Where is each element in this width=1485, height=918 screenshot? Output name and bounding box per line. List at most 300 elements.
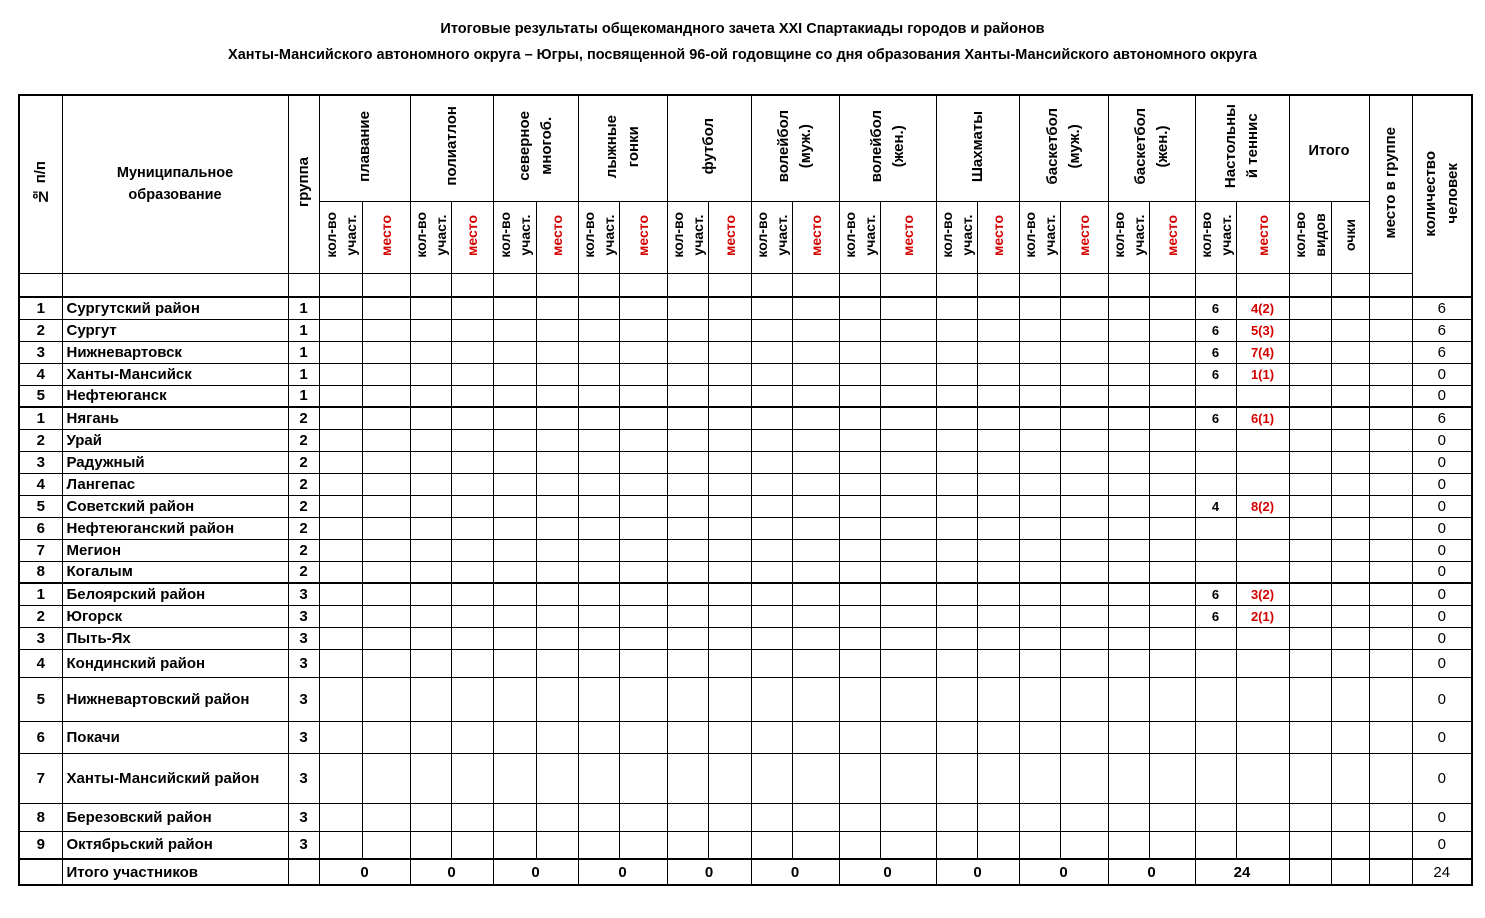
sport-place-cell xyxy=(792,561,839,583)
people-cell: 0 xyxy=(1412,429,1472,451)
sport-place-cell xyxy=(619,649,667,677)
sport-count-cell xyxy=(1108,517,1149,539)
sport-count-cell xyxy=(319,803,362,831)
sport-count-cell xyxy=(667,677,708,721)
total-kinds-cell xyxy=(1289,677,1331,721)
sport-place-cell xyxy=(792,451,839,473)
sport-place-cell xyxy=(619,831,667,859)
tennis-place-cell xyxy=(1236,473,1289,495)
subheader-place xyxy=(1060,201,1108,273)
sport-place-cell xyxy=(708,429,751,451)
subheader-place-label: место xyxy=(990,214,1006,256)
sport-place-cell xyxy=(1060,721,1108,753)
sport-place-cell xyxy=(1149,677,1195,721)
sport-count-cell xyxy=(319,473,362,495)
row-municipality: Югорск xyxy=(62,605,288,627)
sport-place-cell xyxy=(977,753,1019,803)
row-group: 3 xyxy=(288,605,319,627)
row-num: 1 xyxy=(19,583,62,605)
total-kinds-cell xyxy=(1289,495,1331,517)
subheader-count-label: кол-во участ. xyxy=(1197,212,1234,258)
sport-count-cell xyxy=(839,341,880,363)
total-points-cell xyxy=(1331,605,1369,627)
sport-place-cell xyxy=(880,539,936,561)
sport-count-cell xyxy=(410,539,451,561)
people-cell: 0 xyxy=(1412,539,1472,561)
sport-count-cell xyxy=(839,451,880,473)
sport-count-cell xyxy=(839,495,880,517)
table-row xyxy=(19,429,1472,451)
header-sport-10 xyxy=(1195,95,1289,201)
sport-place-cell xyxy=(362,605,410,627)
sport-count-cell xyxy=(319,363,362,385)
header-total-label: Итого xyxy=(1308,143,1350,159)
sport-name xyxy=(698,118,720,174)
spacer-cell xyxy=(19,273,62,297)
people-cell: 6 xyxy=(1412,407,1472,429)
sport-count-cell xyxy=(936,451,977,473)
spacer-cell xyxy=(977,273,1019,297)
people-cell: 0 xyxy=(1412,753,1472,803)
row-municipality: Пыть-Ях xyxy=(62,627,288,649)
totals-label: Итого участников xyxy=(62,859,288,885)
place-in-group-cell xyxy=(1369,319,1412,341)
tennis-count-cell xyxy=(1195,649,1236,677)
row-municipality: Сургут xyxy=(62,319,288,341)
sport-place-cell xyxy=(708,319,751,341)
sport-place-cell xyxy=(880,495,936,517)
subheader-place xyxy=(451,201,493,273)
sport-count-cell xyxy=(1108,803,1149,831)
subheader-count-label: кол-во участ. xyxy=(580,212,617,258)
sport-count-cell xyxy=(936,495,977,517)
tennis-count-cell: 6 xyxy=(1195,297,1236,319)
sport-place-cell xyxy=(362,677,410,721)
row-group: 3 xyxy=(288,583,319,605)
sport-place-cell xyxy=(362,451,410,473)
sport-place-cell xyxy=(362,721,410,753)
sport-place-cell xyxy=(451,605,493,627)
sport-place-cell xyxy=(536,605,578,627)
sport-count-cell xyxy=(1019,451,1060,473)
row-group: 2 xyxy=(288,451,319,473)
total-kinds-cell xyxy=(1289,831,1331,859)
subheader-place-label: место xyxy=(1076,214,1092,256)
sport-place-cell xyxy=(708,677,751,721)
sport-place-cell xyxy=(708,407,751,429)
sport-place-cell xyxy=(1060,803,1108,831)
total-points-cell xyxy=(1331,297,1369,319)
row-municipality: Березовский район xyxy=(62,803,288,831)
sport-place-cell xyxy=(880,561,936,583)
sport-place-cell xyxy=(536,803,578,831)
subheader-kinds-label: кол-во видов xyxy=(1292,212,1328,258)
row-group: 1 xyxy=(288,341,319,363)
sport-count-cell xyxy=(667,649,708,677)
sport-place-cell xyxy=(1060,451,1108,473)
sport-name-line1: лыжные xyxy=(602,114,620,178)
sport-count-cell xyxy=(839,517,880,539)
sport-place-cell xyxy=(708,753,751,803)
total-kinds-cell xyxy=(1289,605,1331,627)
tennis-place-cell xyxy=(1236,649,1289,677)
sport-count-cell xyxy=(751,407,792,429)
sport-count-cell xyxy=(410,831,451,859)
sport-count-cell xyxy=(319,451,362,473)
sport-count-cell xyxy=(578,831,619,859)
sport-count-cell xyxy=(839,539,880,561)
row-num: 7 xyxy=(19,753,62,803)
sport-count-cell xyxy=(578,495,619,517)
tennis-place-cell xyxy=(1236,627,1289,649)
sport-count-cell xyxy=(1108,605,1149,627)
sport-count-cell xyxy=(319,721,362,753)
sport-count-cell xyxy=(751,539,792,561)
subheader-count-label: кол-во участ. xyxy=(669,212,706,258)
tennis-place-cell: 3(2) xyxy=(1236,583,1289,605)
sport-name-line2: (муж.) xyxy=(797,124,814,169)
sport-count-cell xyxy=(1019,803,1060,831)
sport-count-cell xyxy=(578,297,619,319)
row-num: 2 xyxy=(19,319,62,341)
totals-sport-value: 0 xyxy=(751,859,839,885)
subheader-count xyxy=(578,201,619,273)
sport-place-cell xyxy=(619,495,667,517)
total-points-cell xyxy=(1331,561,1369,583)
sport-count-cell xyxy=(936,429,977,451)
tennis-count-cell xyxy=(1195,803,1236,831)
spacer-cell xyxy=(839,273,880,297)
sport-place-cell xyxy=(1149,429,1195,451)
row-municipality: Покачи xyxy=(62,721,288,753)
subheader-place-label: место xyxy=(900,214,916,256)
sport-count-cell xyxy=(1108,451,1149,473)
total-points-cell xyxy=(1331,677,1369,721)
sport-place-cell xyxy=(792,803,839,831)
row-group: 3 xyxy=(288,627,319,649)
row-municipality: Когалым xyxy=(62,561,288,583)
sport-place-cell xyxy=(536,341,578,363)
sport-name-line2: (жен.) xyxy=(1153,125,1171,168)
row-group: 2 xyxy=(288,473,319,495)
sport-count-cell xyxy=(1019,297,1060,319)
header-place-in-group-label: место в группе xyxy=(1381,126,1399,238)
sport-count-cell xyxy=(410,407,451,429)
row-municipality: Сургутский район xyxy=(62,297,288,319)
sport-count-cell xyxy=(667,583,708,605)
sport-count-cell xyxy=(1108,363,1149,385)
subheader-count-label: кол-во участ. xyxy=(1110,212,1147,258)
row-group: 3 xyxy=(288,677,319,721)
sport-place-cell xyxy=(792,319,839,341)
sport-name xyxy=(441,106,463,186)
sport-place-cell xyxy=(451,297,493,319)
spacer-cell xyxy=(751,273,792,297)
sport-count-cell xyxy=(936,803,977,831)
subheader-count xyxy=(751,201,792,273)
sport-count-cell xyxy=(667,605,708,627)
totals-sport-value: 0 xyxy=(1108,859,1195,885)
sport-place-cell xyxy=(451,385,493,407)
sport-count-cell xyxy=(1108,473,1149,495)
sport-place-cell xyxy=(362,319,410,341)
row-group: 1 xyxy=(288,385,319,407)
sport-count-cell xyxy=(410,677,451,721)
sport-name-line1: волейбол xyxy=(775,110,792,183)
sport-count-cell xyxy=(839,429,880,451)
spacer-cell xyxy=(619,273,667,297)
sport-count-cell xyxy=(1019,649,1060,677)
sport-count-cell xyxy=(578,407,619,429)
tennis-count-cell: 4 xyxy=(1195,495,1236,517)
spacer-cell xyxy=(1369,273,1412,297)
table-row xyxy=(19,407,1472,429)
sport-place-cell xyxy=(1149,605,1195,627)
sport-name-line1: Настольны xyxy=(1222,104,1239,189)
place-in-group-cell xyxy=(1369,473,1412,495)
place-in-group-cell xyxy=(1369,831,1412,859)
row-num: 2 xyxy=(19,605,62,627)
total-kinds-cell xyxy=(1289,721,1331,753)
sport-count-cell xyxy=(839,677,880,721)
sport-count-cell xyxy=(578,385,619,407)
total-kinds-cell xyxy=(1289,363,1331,385)
sport-count-cell xyxy=(751,341,792,363)
sport-place-cell xyxy=(619,407,667,429)
sport-place-cell xyxy=(1060,583,1108,605)
sport-name xyxy=(773,110,817,182)
header-sport-0 xyxy=(319,95,410,201)
sport-name xyxy=(1220,104,1264,188)
sport-place-cell xyxy=(977,473,1019,495)
row-municipality: Нефтеюганский район xyxy=(62,517,288,539)
sport-place-cell xyxy=(362,341,410,363)
sport-place-cell xyxy=(1060,605,1108,627)
sport-place-cell xyxy=(1149,539,1195,561)
sport-place-cell xyxy=(619,297,667,319)
tennis-place-cell: 6(1) xyxy=(1236,407,1289,429)
total-kinds-cell xyxy=(1289,385,1331,407)
sport-place-cell xyxy=(880,649,936,677)
sport-count-cell xyxy=(751,297,792,319)
subheader-count xyxy=(410,201,451,273)
sport-count-cell xyxy=(839,649,880,677)
sport-place-cell xyxy=(362,627,410,649)
sport-count-cell xyxy=(1019,561,1060,583)
sport-count-cell xyxy=(839,583,880,605)
tennis-count-cell xyxy=(1195,721,1236,753)
sport-place-cell xyxy=(362,495,410,517)
sport-count-cell xyxy=(493,753,536,803)
header-sport-7 xyxy=(936,95,1019,201)
sport-place-cell xyxy=(708,583,751,605)
sport-place-cell xyxy=(792,297,839,319)
sport-place-cell xyxy=(792,385,839,407)
sport-count-cell xyxy=(410,627,451,649)
subheader-place xyxy=(1149,201,1195,273)
header-group xyxy=(288,95,319,273)
people-cell: 0 xyxy=(1412,495,1472,517)
sport-count-cell xyxy=(1108,319,1149,341)
place-in-group-cell xyxy=(1369,517,1412,539)
sport-count-cell xyxy=(410,495,451,517)
sport-count-cell xyxy=(493,583,536,605)
table-row xyxy=(19,649,1472,677)
sport-count-cell xyxy=(751,473,792,495)
header-sport-4 xyxy=(667,95,751,201)
row-group: 3 xyxy=(288,721,319,753)
sport-place-cell xyxy=(880,627,936,649)
spacer-cell xyxy=(880,273,936,297)
sport-place-cell xyxy=(619,385,667,407)
total-kinds-cell xyxy=(1289,407,1331,429)
row-municipality: Октябрьский район xyxy=(62,831,288,859)
header-place-in-group xyxy=(1369,95,1412,273)
sport-count-cell xyxy=(578,539,619,561)
sport-count-cell xyxy=(410,451,451,473)
sport-count-cell xyxy=(936,517,977,539)
sport-count-cell xyxy=(1019,677,1060,721)
tennis-place-cell xyxy=(1236,803,1289,831)
sport-place-cell xyxy=(362,583,410,605)
sport-count-cell xyxy=(410,605,451,627)
sport-count-cell xyxy=(1019,831,1060,859)
sport-place-cell xyxy=(619,561,667,583)
total-points-cell xyxy=(1331,429,1369,451)
sport-place-cell xyxy=(619,753,667,803)
sport-place-cell xyxy=(451,677,493,721)
total-points-cell xyxy=(1331,363,1369,385)
sport-place-cell xyxy=(451,721,493,753)
people-cell: 0 xyxy=(1412,627,1472,649)
table-row xyxy=(19,363,1472,385)
spacer-cell xyxy=(792,273,839,297)
sport-count-cell xyxy=(667,495,708,517)
subheader-count-label: кол-во участ. xyxy=(496,212,533,258)
sport-place-cell xyxy=(708,831,751,859)
sport-count-cell xyxy=(667,385,708,407)
subheader-place-label: место xyxy=(1164,214,1180,256)
sport-place-cell xyxy=(451,627,493,649)
sport-name-line2: (муж.) xyxy=(1065,124,1083,169)
tennis-count-cell xyxy=(1195,831,1236,859)
sport-place-cell xyxy=(362,429,410,451)
totals-place-cell xyxy=(1369,859,1412,885)
tennis-place-cell xyxy=(1236,517,1289,539)
tennis-place-cell: 2(1) xyxy=(1236,605,1289,627)
total-kinds-cell xyxy=(1289,583,1331,605)
sport-count-cell xyxy=(578,451,619,473)
header-municipality xyxy=(62,95,288,273)
sport-count-cell xyxy=(493,831,536,859)
sport-place-cell xyxy=(619,363,667,385)
sport-count-cell xyxy=(319,341,362,363)
sport-place-cell xyxy=(792,341,839,363)
sport-place-cell xyxy=(708,721,751,753)
sport-count-cell xyxy=(1019,583,1060,605)
sport-place-cell xyxy=(536,649,578,677)
sport-count-cell xyxy=(936,831,977,859)
totals-sport-value: 0 xyxy=(410,859,493,885)
sport-place-cell xyxy=(362,407,410,429)
sport-count-cell xyxy=(751,583,792,605)
sport-count-cell xyxy=(1108,297,1149,319)
sport-place-cell xyxy=(536,721,578,753)
sport-place-cell xyxy=(708,561,751,583)
sport-place-cell xyxy=(880,319,936,341)
total-kinds-cell xyxy=(1289,429,1331,451)
sport-count-cell xyxy=(410,341,451,363)
total-kinds-cell xyxy=(1289,473,1331,495)
sport-count-cell xyxy=(319,583,362,605)
table-row xyxy=(19,583,1472,605)
header-total xyxy=(1289,95,1369,201)
header-group-label: группа xyxy=(294,157,312,208)
sport-count-cell xyxy=(319,495,362,517)
sport-count-cell xyxy=(319,649,362,677)
place-in-group-cell xyxy=(1369,583,1412,605)
subheader-count xyxy=(1195,201,1236,273)
sport-count-cell xyxy=(667,473,708,495)
sport-count-cell xyxy=(667,341,708,363)
sport-place-cell xyxy=(362,753,410,803)
sport-count-cell xyxy=(1019,721,1060,753)
sport-count-cell xyxy=(410,319,451,341)
tennis-count-cell xyxy=(1195,451,1236,473)
sport-name xyxy=(354,111,376,182)
sport-name-line1: северное xyxy=(515,111,533,182)
sport-place-cell xyxy=(792,753,839,803)
sport-name-line1: футбол xyxy=(700,118,717,175)
people-cell: 0 xyxy=(1412,517,1472,539)
subheader-count xyxy=(667,201,708,273)
sport-count-cell xyxy=(493,451,536,473)
sport-count-cell xyxy=(1108,677,1149,721)
spacer-cell xyxy=(1149,273,1195,297)
header-people xyxy=(1412,95,1472,297)
sport-place-cell xyxy=(708,517,751,539)
sport-count-cell xyxy=(1019,429,1060,451)
sport-name xyxy=(1130,108,1174,185)
spacer-cell xyxy=(936,273,977,297)
sport-count-cell xyxy=(578,363,619,385)
people-cell: 0 xyxy=(1412,583,1472,605)
row-municipality: Нижневартовск xyxy=(62,341,288,363)
totals-points-cell xyxy=(1331,859,1369,885)
sport-count-cell xyxy=(493,319,536,341)
row-group: 3 xyxy=(288,831,319,859)
row-num: 3 xyxy=(19,341,62,363)
sport-count-cell xyxy=(1108,341,1149,363)
spacer-cell xyxy=(667,273,708,297)
sport-count-cell xyxy=(493,605,536,627)
sport-count-cell xyxy=(578,319,619,341)
table-row xyxy=(19,561,1472,583)
subheader-count xyxy=(839,201,880,273)
sport-count-cell xyxy=(839,831,880,859)
total-kinds-cell xyxy=(1289,319,1331,341)
sport-place-cell xyxy=(536,677,578,721)
sport-count-cell xyxy=(667,539,708,561)
row-group: 2 xyxy=(288,539,319,561)
sport-count-cell xyxy=(751,319,792,341)
sport-place-cell xyxy=(792,473,839,495)
sport-count-cell xyxy=(839,627,880,649)
subheader-place xyxy=(977,201,1019,273)
sport-name xyxy=(514,111,558,181)
sport-place-cell xyxy=(792,407,839,429)
row-num: 1 xyxy=(19,407,62,429)
